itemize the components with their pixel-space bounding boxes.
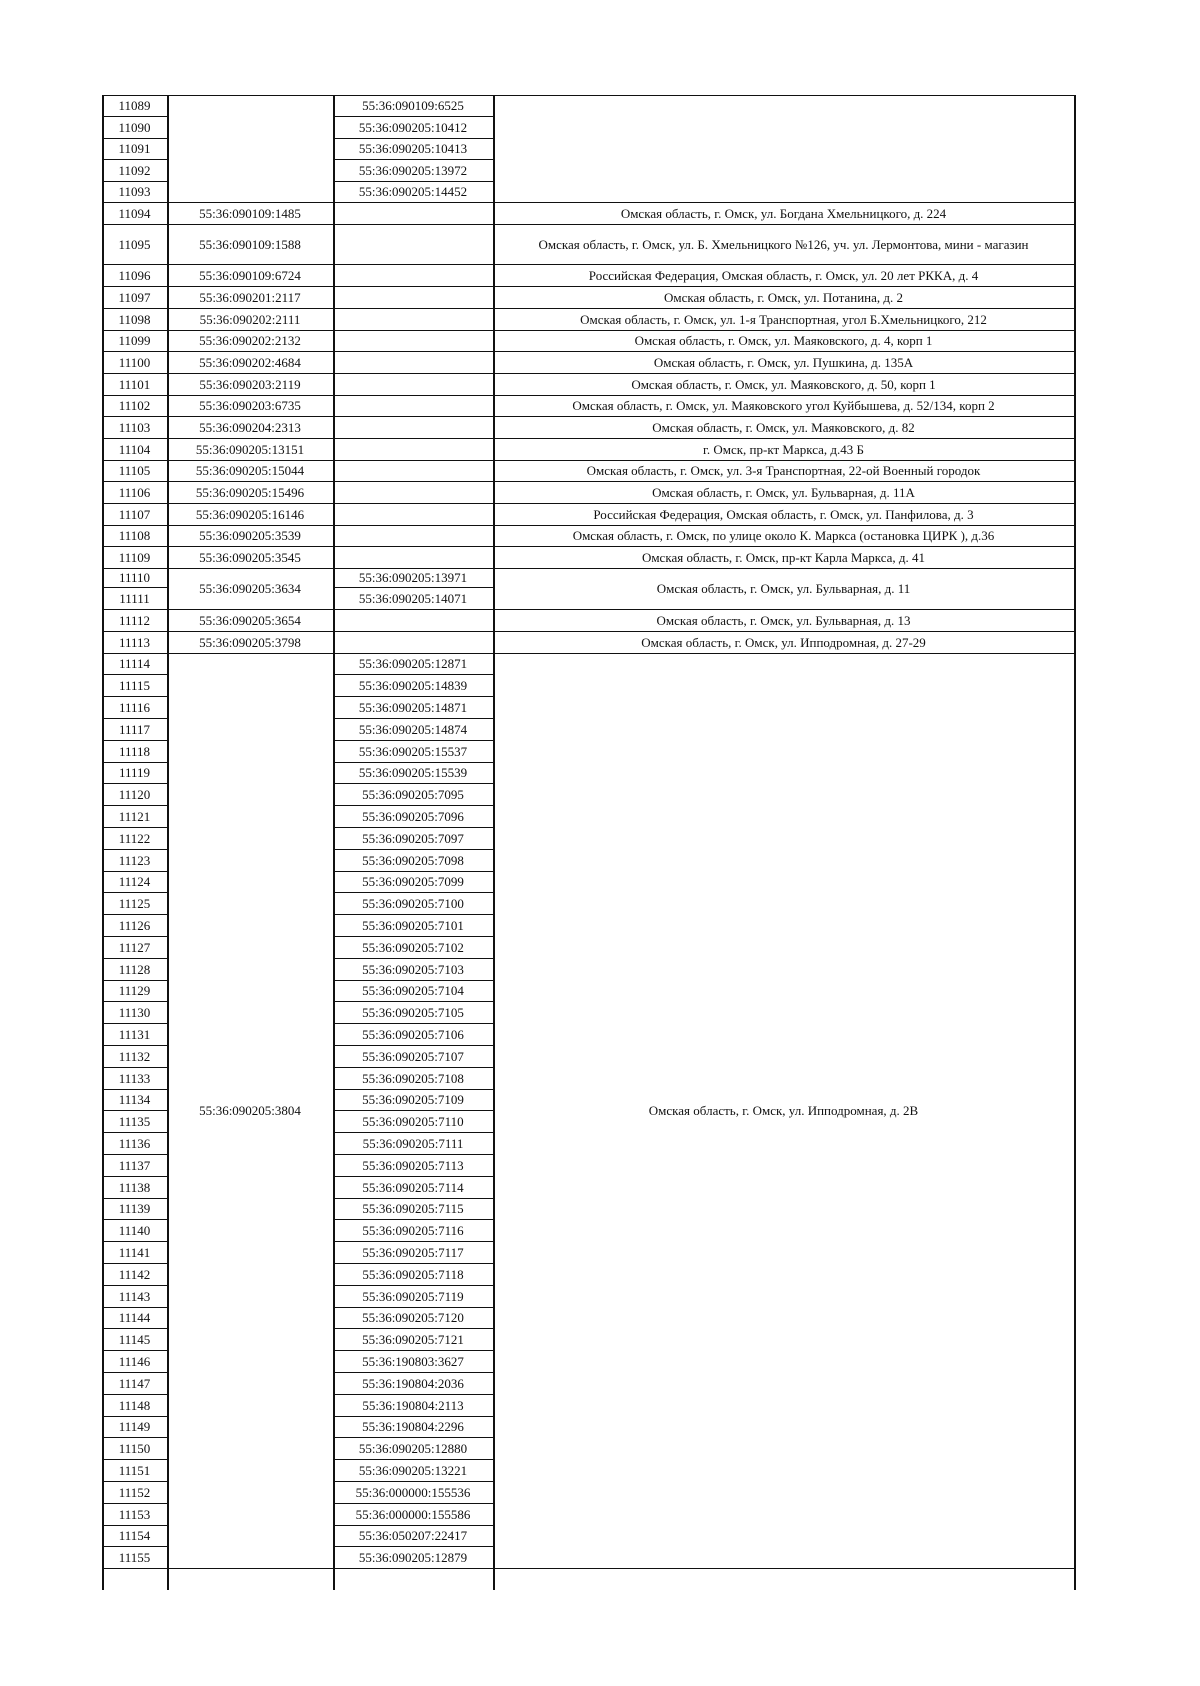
cadastral-number: 55:36:090203:2119 (199, 376, 301, 392)
cadastral-number: 55:36:090205:3634 (199, 581, 301, 596)
sub-cadastral-number (333, 503, 493, 525)
address: Омская область, г. Омск, ул. 3-я Транспортная, 22-ой Военный городок (586, 463, 981, 478)
row-number: 11144 (118, 1310, 151, 1325)
sub-cadastral-number: 55:36:090205:7096 (362, 808, 464, 824)
sub-cadastral-number: 55:36:090205:7107 (362, 1048, 464, 1064)
cadastral-number: 55:36:090205:3804 (199, 1103, 301, 1118)
row-number: 11124 (118, 874, 151, 889)
row-number: 11129 (118, 983, 151, 998)
sub-cadastral-number: 55:36:090205:7103 (362, 961, 464, 977)
row-number: 11120 (118, 786, 151, 802)
row-number: 11101 (118, 376, 151, 392)
sub-cadastral-number: 55:36:090205:7113 (362, 1157, 464, 1173)
address: Омская область, г. Омск, по улице около К. Маркса (остановка ЦИРК ), д.36 (572, 528, 995, 543)
sub-cadastral-number: 55:36:090205:14874 (358, 721, 468, 737)
sub-cadastral-number: 55:36:090205:7108 (362, 1070, 464, 1086)
row-number: 11121 (118, 808, 151, 824)
sub-cadastral-number: 55:36:090109:6525 (362, 98, 464, 113)
cadastral-number: 55:36:090109:6724 (199, 267, 301, 283)
row-number: 11100 (118, 354, 151, 370)
row-number: 11146 (118, 1353, 151, 1369)
cadastral-number: 55:36:090109:1485 (199, 205, 301, 221)
row-number: 11102 (118, 398, 151, 413)
sub-cadastral-number: 55:36:090205:10413 (358, 141, 468, 156)
row-number: 11131 (118, 1026, 151, 1042)
sub-cadastral-number: 55:36:090205:7115 (362, 1201, 464, 1216)
address: Омская область, г. Омск, ул. Бульварная, д. 11 (656, 581, 911, 596)
row-number: 11122 (118, 830, 151, 846)
row-number: 11125 (118, 895, 151, 911)
address: Омская область, г. Омск, ул. Маяковского, д. 50, корп 1 (631, 376, 936, 392)
row-number: 11091 (118, 141, 151, 156)
sub-cadastral-number: 55:36:090205:10412 (358, 119, 468, 135)
row-number: 11155 (118, 1549, 151, 1565)
row-number: 11111 (119, 590, 150, 606)
row-number: 11126 (118, 917, 151, 933)
sub-cadastral-number: 55:36:190804:2036 (362, 1375, 464, 1391)
cadastral-number: 55:36:090204:2313 (199, 419, 301, 435)
row-number: 11134 (118, 1092, 151, 1107)
cadastral-number: 55:36:090202:2111 (199, 311, 301, 327)
cadastral-number: 55:36:090205:3545 (199, 549, 301, 565)
sub-cadastral-number: 55:36:090205:7121 (362, 1331, 464, 1347)
address: Омская область, г. Омск, пр-кт Карла Маркса, д. 41 (641, 549, 926, 565)
row-number: 11116 (118, 699, 151, 715)
row-number: 11142 (118, 1266, 151, 1282)
row-number: 11133 (118, 1070, 151, 1086)
row-number: 11118 (118, 743, 151, 759)
sub-cadastral-number (333, 308, 493, 330)
row-number: 11106 (118, 484, 151, 500)
sub-cadastral-number: 55:36:090205:14452 (358, 184, 468, 199)
sub-cadastral-number: 55:36:090205:13221 (358, 1462, 468, 1478)
sub-cadastral-number: 55:36:090205:12871 (358, 656, 468, 671)
row-number: 11151 (118, 1462, 151, 1478)
sub-cadastral-number: 55:36:090205:7098 (362, 852, 464, 868)
sub-cadastral-number: 55:36:090205:15539 (358, 765, 468, 780)
row-number: 11135 (118, 1113, 151, 1129)
row-number: 11105 (118, 463, 151, 478)
row-number: 11130 (118, 1004, 151, 1020)
row-number: 11109 (118, 549, 151, 565)
cadastral-number: 55:36:090205:16146 (195, 506, 305, 522)
sub-cadastral-number: 55:36:090205:7118 (362, 1266, 464, 1282)
row-number: 11089 (118, 98, 151, 113)
sub-cadastral-number: 55:36:090205:7100 (362, 895, 464, 911)
sub-cadastral-number: 55:36:090205:7095 (362, 786, 464, 802)
address: Российская Федерация, Омская область, г. Омск, ул. Панфилова, д. 3 (593, 506, 974, 522)
sub-cadastral-number: 55:36:090205:7105 (362, 1004, 464, 1020)
row-number: 11136 (118, 1135, 151, 1151)
row-number: 11147 (118, 1375, 151, 1391)
row-number: 11154 (118, 1528, 151, 1543)
cadastral-number: 55:36:090205:3539 (199, 528, 301, 543)
sub-cadastral-number: 55:36:090205:7117 (362, 1244, 464, 1260)
address: Омская область, г. Омск, ул. Маяковского, д. 82 (652, 419, 915, 435)
sub-cadastral-number (333, 395, 493, 416)
row-number: 11141 (118, 1244, 151, 1260)
cadastral-number: 55:36:090205:15044 (195, 463, 305, 478)
row-number: 11150 (118, 1440, 151, 1456)
address: Омская область, г. Омск, ул. Бульварная, д. 11А (652, 484, 915, 500)
address: Омская область, г. Омск, ул. Ипподромная, д. 2В (648, 1103, 919, 1118)
sub-cadastral-number: 55:36:090205:7120 (362, 1310, 464, 1325)
row-number: 11095 (118, 236, 151, 252)
row-number: 11148 (118, 1397, 151, 1413)
cadastral-number: 55:36:090205:13151 (195, 441, 305, 457)
address: Омская область, г. Омск, ул. Потанина, д. 2 (664, 289, 903, 305)
address: Омская область, г. Омск, ул. 1-я Транспортная, угол Б.Хмельницкого, 212 (580, 311, 987, 327)
sub-cadastral-number: 55:36:090205:7106 (362, 1026, 464, 1042)
sub-cadastral-number (333, 224, 493, 264)
sub-cadastral-number (333, 438, 493, 460)
sub-cadastral-number: 55:36:090205:12880 (358, 1440, 468, 1456)
row-number: 11123 (118, 852, 151, 868)
row-number: 11149 (118, 1419, 151, 1434)
sub-cadastral-number: 55:36:090205:7097 (362, 830, 464, 846)
sub-cadastral-number: 55:36:090205:7102 (362, 939, 464, 955)
sub-cadastral-number: 55:36:090205:13971 (358, 570, 468, 585)
row-number: 11097 (118, 289, 151, 305)
row-number: 11127 (118, 939, 151, 955)
row-number: 11110 (118, 570, 151, 585)
cadastral-number: 55:36:090205:3798 (199, 634, 301, 650)
row-number: 11108 (118, 528, 151, 543)
sub-cadastral-number (333, 373, 493, 395)
address: Омская область, г. Омск, ул. Богдана Хмельницкого, д. 224 (620, 205, 947, 221)
cadastral-number: 55:36:090205:15496 (195, 484, 305, 500)
sub-cadastral-number: 55:36:090205:7110 (362, 1113, 464, 1129)
row-number: 11115 (118, 677, 151, 693)
row-number: 11137 (118, 1157, 151, 1173)
row-number: 11099 (118, 333, 151, 348)
sub-cadastral-number (333, 286, 493, 308)
row-number: 11114 (118, 656, 151, 671)
row-number: 11132 (118, 1048, 151, 1064)
sub-cadastral-number (333, 264, 493, 286)
sub-cadastral-number (333, 609, 493, 631)
cadastral-number: 55:36:090203:6735 (199, 398, 301, 413)
sub-cadastral-number: 55:36:090205:7099 (362, 874, 464, 889)
sub-cadastral-number: 55:36:090205:7109 (362, 1092, 464, 1107)
row-number: 11093 (118, 184, 151, 199)
sub-cadastral-number (333, 525, 493, 546)
row-number: 11094 (118, 205, 151, 221)
sub-cadastral-number (333, 481, 493, 503)
row-number: 11140 (118, 1222, 151, 1238)
sub-cadastral-number: 55:36:090205:7119 (362, 1288, 464, 1304)
row-number: 11096 (118, 267, 151, 283)
sub-cadastral-number: 55:36:050207:22417 (358, 1528, 468, 1543)
cadastral-number: 55:36:090205:3654 (199, 612, 301, 628)
row-number: 11128 (118, 961, 151, 977)
cadastral-number: 55:36:090202:2132 (199, 333, 301, 348)
row-number: 11113 (118, 634, 151, 650)
sub-cadastral-number: 55:36:190804:2296 (362, 1419, 464, 1434)
address: Омская область, г. Омск, ул. Пушкина, д. 135А (653, 354, 914, 370)
address: Омская область, г. Омск, ул. Бульварная, д. 13 (656, 612, 911, 628)
row-number: 11112 (118, 612, 151, 628)
cadastral-number: 55:36:090201:2117 (199, 289, 301, 305)
sub-cadastral-number (333, 416, 493, 438)
row-number: 11092 (118, 162, 151, 178)
row-number: 11090 (118, 119, 151, 135)
sub-cadastral-number: 55:36:090205:12879 (358, 1549, 468, 1565)
row-number: 11119 (118, 765, 151, 780)
row-number: 11098 (118, 311, 151, 327)
row-number: 11104 (118, 441, 151, 457)
sub-cadastral-number: 55:36:190803:3627 (362, 1353, 464, 1369)
sub-cadastral-number: 55:36:090205:7104 (362, 983, 464, 998)
sub-cadastral-number: 55:36:090205:7101 (362, 917, 464, 933)
sub-cadastral-number: 55:36:190804:2113 (362, 1397, 464, 1413)
sub-cadastral-number: 55:36:090205:13972 (358, 162, 468, 178)
row-number: 11153 (118, 1506, 151, 1522)
sub-cadastral-number (333, 330, 493, 351)
address: Омская область, г. Омск, ул. Б. Хмельницкого №126, уч. ул. Лермонтова, мини - магазин (538, 236, 1029, 252)
address: Омская область, г. Омск, ул. Ипподромная, д. 27-29 (641, 634, 926, 650)
sub-cadastral-number: 55:36:090205:7111 (362, 1135, 464, 1151)
sub-cadastral-number: 55:36:000000:155536 (355, 1484, 471, 1500)
sub-cadastral-number (333, 351, 493, 373)
row-number: 11139 (118, 1201, 151, 1216)
sub-cadastral-number: 55:36:000000:155586 (355, 1506, 471, 1522)
sub-cadastral-number (333, 546, 493, 568)
sub-cadastral-number (333, 631, 493, 653)
row-number: 11138 (118, 1179, 151, 1195)
sub-cadastral-number (333, 202, 493, 224)
address: г. Омск, пр-кт Маркса, д.43 Б (702, 441, 865, 457)
sub-cadastral-number: 55:36:090205:7116 (362, 1222, 464, 1238)
address: Омская область, г. Омск, ул. Маяковского угол Куйбышева, д. 52/134, корп 2 (572, 398, 995, 413)
sub-cadastral-number: 55:36:090205:14071 (358, 590, 468, 606)
sub-cadastral-number: 55:36:090205:15537 (358, 743, 468, 759)
row-number: 11107 (118, 506, 151, 522)
row-number: 11103 (118, 419, 151, 435)
sub-cadastral-number: 55:36:090205:14871 (358, 699, 468, 715)
sub-cadastral-number (333, 460, 493, 481)
cadastral-number: 55:36:090109:1588 (199, 236, 301, 252)
sub-cadastral-number: 55:36:090205:7114 (362, 1179, 464, 1195)
cadastral-number: 55:36:090202:4684 (199, 354, 301, 370)
row-number: 11145 (118, 1331, 151, 1347)
row-number: 11152 (118, 1484, 151, 1500)
address: Омская область, г. Омск, ул. Маяковского, д. 4, корп 1 (634, 333, 933, 348)
row-number: 11117 (118, 721, 151, 737)
sub-cadastral-number: 55:36:090205:14839 (358, 677, 468, 693)
address: Российская Федерация, Омская область, г. Омск, ул. 20 лет РККА, д. 4 (588, 267, 979, 283)
row-number: 11143 (118, 1288, 151, 1304)
